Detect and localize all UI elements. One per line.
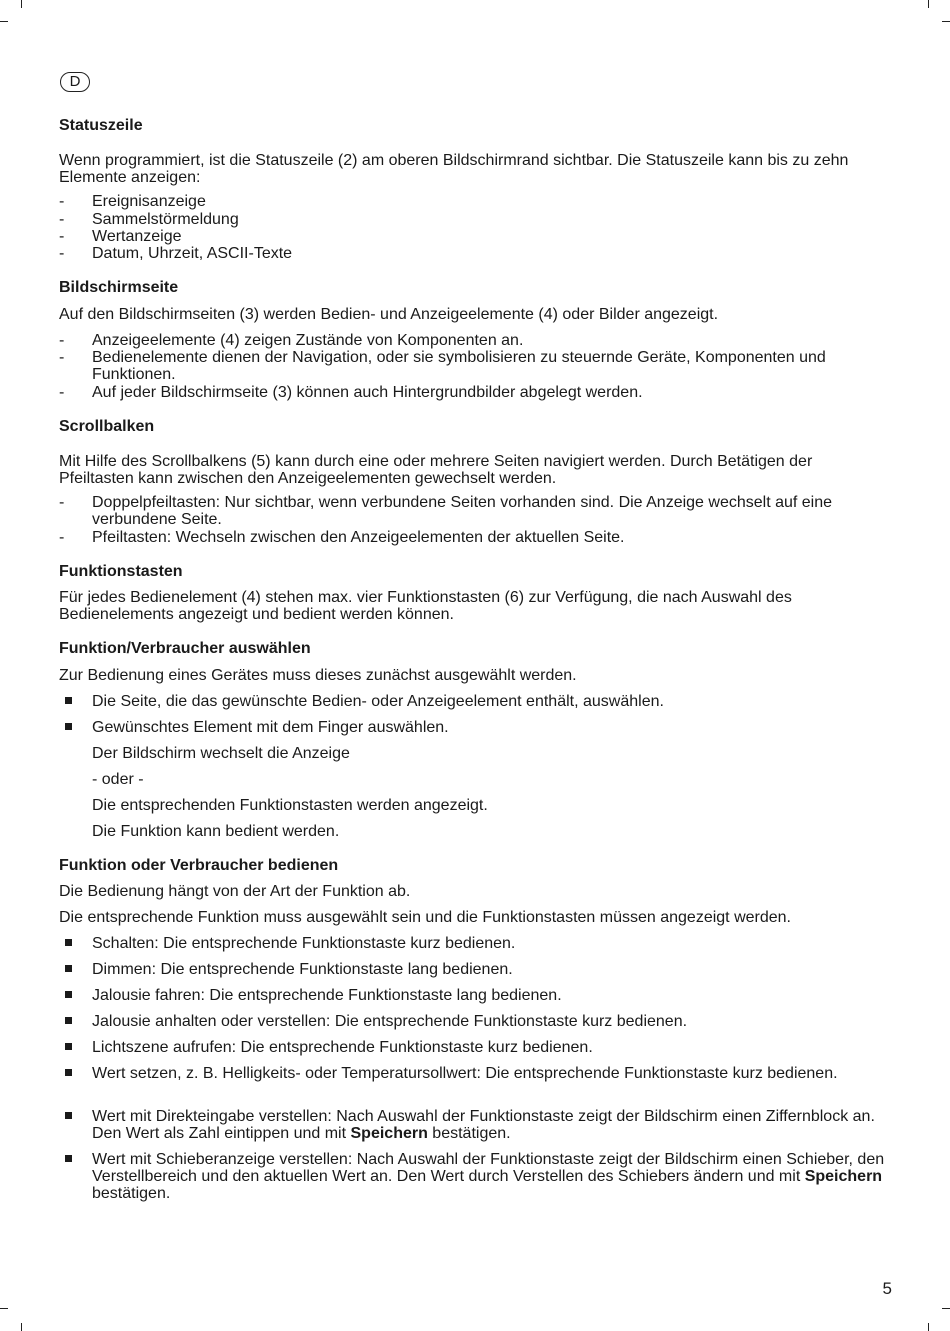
language-badge: D: [60, 72, 90, 92]
result-text: Die Funktion kann bedient werden.: [92, 823, 340, 840]
bullet-square-icon: [65, 1069, 72, 1076]
crop-mark: [942, 21, 950, 22]
heading-auswaehlen: Funktion/Verbraucher auswählen: [59, 640, 311, 657]
page-number: 5: [882, 1279, 892, 1298]
bullet-square-icon: [65, 697, 72, 704]
bedienen-intro: Die entsprechende Funktion muss ausgewählt sein und die Funktionstasten müssen angezeigt werden.: [59, 909, 791, 926]
crop-mark: [0, 1308, 8, 1309]
bedienen-intro: Die Bedienung hängt von der Art der Funktion ab.: [59, 883, 411, 900]
heading-bildschirmseite: Bildschirmseite: [59, 279, 179, 296]
bullet-square-icon: [65, 991, 72, 998]
bullet-square-icon: [65, 1155, 72, 1162]
statuszeile-intro: Wenn programmiert, ist die Statuszeile (2) am oberen Bildschirmrand sichtbar. Die Statuszeile kann bis zu zehn Elemente anzeigen:: [59, 152, 849, 186]
funktionstasten-intro: Für jedes Bedienelement (4) stehen max. vier Funktionstasten (6) zur Verfügung, die nach Auswahl des Bedienelements angezeigt und bedient werden können.: [59, 589, 792, 623]
heading-funktionstasten: Funktionstasten: [59, 563, 183, 580]
crop-mark: [21, 0, 22, 8]
crop-mark: [928, 0, 929, 8]
heading-statuszeile: Statuszeile: [59, 117, 143, 134]
heading-scrollbalken: Scrollbalken: [59, 418, 155, 435]
heading-bedienen: Funktion oder Verbraucher bedienen: [59, 857, 339, 874]
speichern-label: Speichern: [350, 1125, 428, 1142]
bildschirmseite-intro: Auf den Bildschirmseiten (3) werden Bedien- und Anzeigeelemente (4) oder Bilder angezeigt.: [59, 306, 719, 323]
bullet-square-icon: [65, 1017, 72, 1024]
crop-mark: [21, 1323, 22, 1331]
auswaehlen-intro: Zur Bedienung eines Gerätes muss dieses zunächst ausgewählt werden.: [59, 667, 577, 684]
result-text: Der Bildschirm wechselt die Anzeige: [92, 745, 350, 762]
bullet-square-icon: [65, 1112, 72, 1119]
crop-mark: [942, 1308, 950, 1309]
speichern-label: Speichern: [804, 1168, 883, 1185]
bullet-square-icon: [65, 939, 72, 946]
bullet-square-icon: [65, 965, 72, 972]
crop-mark: [928, 1323, 929, 1331]
bullet-square-icon: [65, 1043, 72, 1050]
result-text: Die entsprechenden Funktionstasten werden angezeigt.: [92, 797, 488, 814]
crop-mark: [0, 21, 8, 22]
bullet-square-icon: [65, 723, 72, 730]
scrollbalken-intro: Mit Hilfe des Scrollbalkens (5) kann durch eine oder mehrere Seiten navigiert werden. Durch Betätigen der Pfeiltasten kann zwischen den Anzeigeelementen gewechselt werden.: [59, 453, 813, 487]
or-text: - oder -: [92, 771, 144, 788]
